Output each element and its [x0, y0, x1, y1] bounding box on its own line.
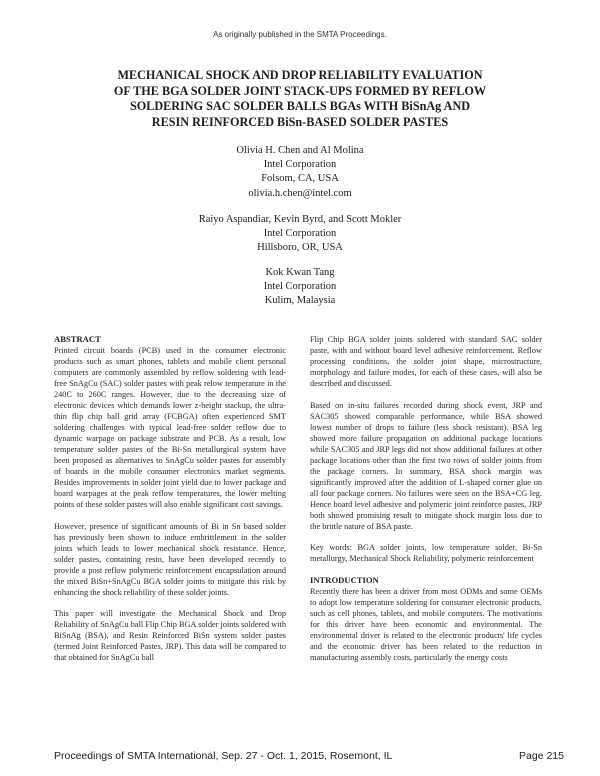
abstract-paragraph: Printed circuit boards (PCB) used in the consumer electronic products such as smart phones, tablets and mobile client personal computers are commonly assembled by reflow soldering with lead-free SnAgCu (SAC) solder pastes with peak relow temperature in the 240C to 260C ranges. However, due to the decreasing size of electronic devices which demands lower z-height stackup, the ultra-thin flip chip ball grid array (FCBGA) often experienced SMT soldering challenges with typical lead-free solder reflow due to dynamic warpage on package substrate and PCB. As a result, low temperature solder pastes of the Bi-Sn metallurgical system have been proposed as alternatives to SnAgCu solder pastes for assembly of boards in the mobile consumer electronics market segments. Besides improvements in solder joint yield due to lower package and board warpages at the peak reflow temperatures, the lower melting points of these solder pastes will also enable significant cost savings.	[54, 346, 286, 509]
abstract-paragraph: This paper will investigate the Mechanical Shock and Drop Reliability of SnAgCu ball Flip Chip BGA solder joints soldered with BiSnAg (BSA), and Resin Reinforced BiSn system solder pastes (termed Joint Reinforced Pastes, JRP). This data will be compared to that obtained for SnAgCu ball	[54, 609, 286, 662]
author-group-1	[0, 144, 600, 201]
introduction-heading: INTRODUCTION	[310, 574, 379, 585]
abstract-paragraph: However, presence of significant amounts of Bi in Sn based solder has previously been shown to induce embrittlement in the solder joints which leads to lower mechanical shock resistance. Hence, solder pastes, containing resin, have been developed recently to provide a post reflow polymeric reinforcement encapsulation around the mixed BiSn+SnAgCu BGA solder joints to mitigate this risk by enhancing the shock reliability of these solder joints.	[54, 521, 286, 597]
author-email: olivia.h.chen@intel.com	[248, 187, 352, 199]
introduction-paragraph: Recently there has been a driver from most ODMs and some OEMs to adopt low temperature soldering for consumer electronic products, such as cell phones, tablets, and mobile computers. The motivations for this driver have been economic and environmental. The environmental driver is related to the electronic products' life cycles and the economic driver has been related to the reduction in manufacturing assembly costs, particularly the energy costs	[310, 586, 542, 662]
abstract-heading: ABSTRACT	[54, 334, 101, 344]
author-names: Raiyo Aspandiar, Kevin Byrd, and Scott Mokler	[198, 214, 402, 225]
author-affiliation: Intel Corporation	[263, 281, 337, 293]
footer-proceedings: Proceedings of SMTA International, Sep. 27 - Oct. 1, 2015, Rosemont, IL	[54, 750, 393, 762]
author-names: Kok Kwan Tang	[265, 267, 335, 278]
title-line: MECHANICAL SHOCK AND DROP RELIABILITY EVALUATION	[117, 68, 483, 82]
title-line: RESIN REINFORCED BiSn-BASED SOLDER PASTES	[151, 114, 449, 129]
title-line: OF THE BGA SOLDER JOINT STACK-UPS FORMED BY REFLOW	[113, 83, 487, 98]
right-column	[310, 334, 542, 673]
author-location: Hillsboro, OR, USA	[257, 242, 343, 254]
keywords-paragraph: Key words: BGA solder joints, low temperature solder, Bi-Sn metallurgy, Mechanical Shock Reliability, polymeric reinforcement	[310, 543, 542, 563]
author-location: Kulim, Malaysia	[264, 295, 336, 307]
author-affiliation: Intel Corporation	[263, 228, 337, 240]
footer-page-number: Page 215	[519, 750, 564, 762]
title-line: SOLDERING SAC SOLDER BALLS BGAs WITH BiSnAg AND	[129, 99, 471, 113]
author-group-2	[0, 213, 600, 256]
author-group-3	[0, 266, 600, 309]
author-names: Olivia H. Chen and Al Molina	[236, 145, 364, 156]
paper-title	[70, 68, 530, 130]
abstract-paragraph: Flip Chip BGA solder joints soldered with standard SAC solder paste, with and without board level adhesive reinforcement. Reflow processing conditions, the solder joint shape, microstructure, morphology and failure modes, for each of these cases, will also be described and discussed.	[310, 335, 542, 388]
abstract-paragraph: Based on in-situ failures recorded during shock event, JRP and SAC305 showed comparable performance, while BSA showed lowest number of drops to failure (less shock resistant). BSA leg showed more failure propagation on additional package locations while SAC305 and JRP legs did not show additional failures at other package locations other than the first two rows of solder joints from the package corners. In summary, BSA shock margin was significantly improved after the addition of L-shaped corner glue on all four package corners. No failures were seen on the BSA+CG leg. Hence board level adhesive and polymeric joint reinforce pastes, JRP both showed promising result to mitigate shock margin loss due to the brittle nature of BSA paste.	[310, 400, 542, 531]
author-location: Folsom, CA, USA	[261, 173, 339, 185]
header-note: As originally published in the SMTA Proceedings.	[213, 30, 387, 39]
left-column	[54, 334, 286, 674]
author-affiliation: Intel Corporation	[263, 159, 337, 171]
